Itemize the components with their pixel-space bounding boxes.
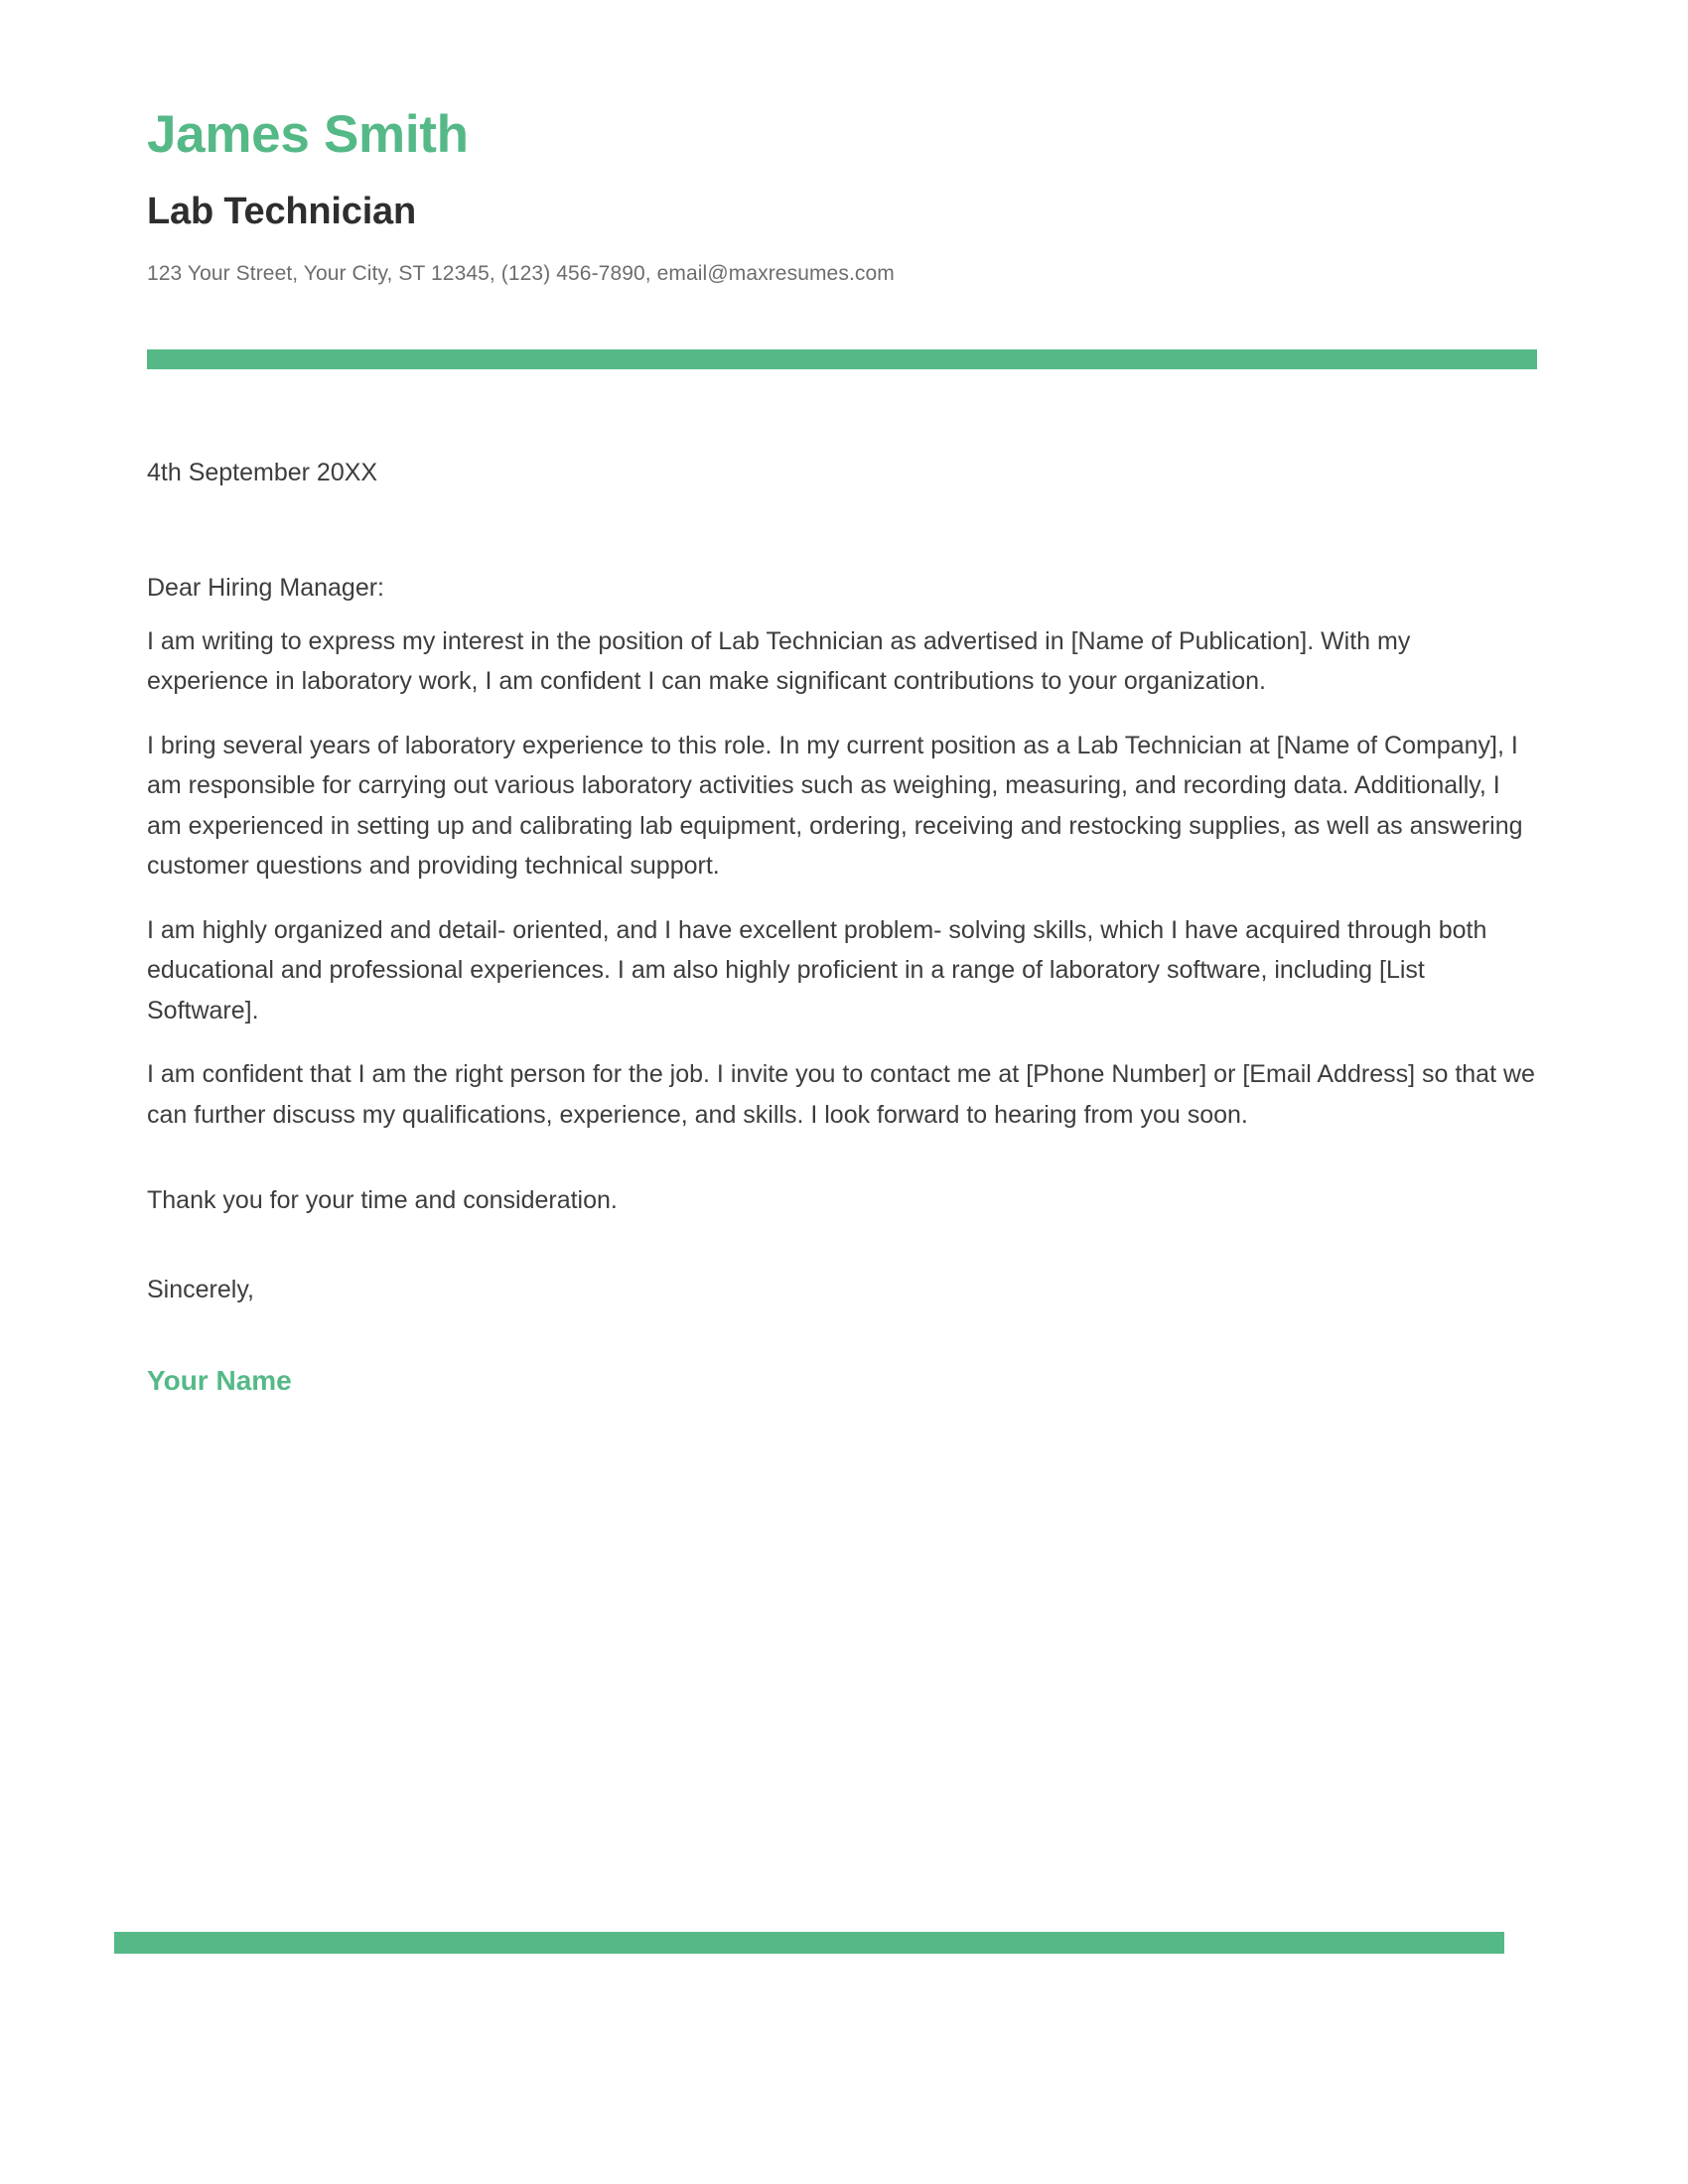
- job-title: Lab Technician: [147, 190, 416, 232]
- applicant-name: James Smith: [147, 105, 469, 164]
- letter-salutation: Dear Hiring Manager:: [147, 573, 384, 602]
- letter-date: 4th September 20XX: [147, 459, 378, 486]
- footer-divider-bar: [114, 1932, 1504, 1954]
- signature-name: Your Name: [147, 1365, 292, 1396]
- letter-paragraph-1: I am writing to express my interest in the position of Lab Technician as advertised in [Name of Publication]. With my experience in laboratory work, I am confident I can make significant contributions to your organization.: [147, 626, 1411, 695]
- letterhead: [147, 107, 1537, 287]
- letter-thanks-line: Thank you for your time and consideration.: [147, 1186, 618, 1214]
- letter-paragraph-3: I am highly organized and detail- oriented, and I have excellent problem- solving skills, which I have acquired through both educational and professional experiences. I am also highly proficient in a range of laboratory software, including [List Software].: [147, 915, 1487, 1024]
- header-divider-bar: [147, 349, 1537, 369]
- contact-info-line: 123 Your Street, Your City, ST 12345, (123) 456-7890, email@maxresumes.com: [147, 261, 895, 285]
- letter-paragraph-2: I bring several years of laboratory experience to this role. In my current position as a Lab Technician at [Name of Company], I am responsible for carrying out various laboratory activities such as weighing, measuring, and recording data. Additionally, I am experienced in setting up and calibrating lab equipment, ordering, receiving and restocking supplies, as well as answering customer questions and providing technical support.: [147, 731, 1523, 880]
- letter-body: [147, 455, 1537, 1400]
- letter-paragraph-4: I am confident that I am the right person for the job. I invite you to contact me at [Phone Number] or [Email Address] so that we can further discuss my qualifications, experience, and skills. I look forward to hearing from you soon.: [147, 1060, 1535, 1129]
- letter-closing: Sincerely,: [147, 1276, 254, 1303]
